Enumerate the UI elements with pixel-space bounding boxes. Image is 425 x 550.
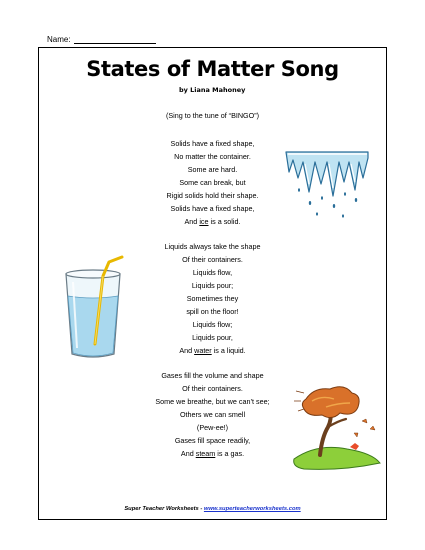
lyric-line: Liquids flow;	[192, 320, 233, 329]
lyric-line: Liquids pour,	[192, 333, 233, 342]
lyric-line: Of their containers.	[182, 384, 243, 393]
lyric-line: Liquids flow,	[192, 268, 233, 277]
keyword-water: water	[194, 346, 212, 355]
icicles-icon	[283, 148, 371, 224]
name-blank[interactable]	[74, 35, 156, 44]
lyric-line: spill on the floor!	[186, 307, 239, 316]
lyric-line: Liquids pour;	[191, 281, 234, 290]
lyric-line: Some we breathe, but we can’t see;	[155, 397, 270, 406]
lyric-line: Some can break, but	[179, 178, 246, 187]
lyric-line: Others we can smell	[179, 410, 246, 419]
page-title: States of Matter Song	[86, 57, 339, 81]
lyric-line: And ice is a solid.	[184, 217, 241, 226]
lyric-line: Gases fill the volume and shape	[161, 371, 264, 380]
lyric-line: And water is a liquid.	[179, 346, 246, 355]
lyric-line: Sometimes they	[186, 294, 239, 303]
lyric-line: Rigid solids hold their shape.	[166, 191, 259, 200]
footer-site-name: Super Teacher Worksheets	[124, 506, 199, 512]
lyric-line: Liquids always take the shape	[164, 242, 261, 251]
name-field[interactable]	[47, 35, 156, 44]
lyric-line: No matter the container.	[174, 152, 251, 161]
footer-url-link[interactable]: www.superteacherworksheets.com	[203, 506, 301, 512]
lyric-line: Some are hard.	[187, 165, 238, 174]
intro-line: (Sing to the tune of “BINGO”)	[165, 111, 260, 120]
lyric-line: Of their containers.	[182, 255, 243, 264]
windy-tree-icon	[292, 381, 382, 471]
lyric-line: Solids have a fixed shape,	[170, 139, 255, 148]
keyword-ice: ice	[199, 217, 209, 226]
water-glass-icon	[58, 252, 128, 362]
name-label: Name:	[47, 35, 71, 44]
lyric-line: Solids have a fixed shape,	[170, 204, 255, 213]
footer-credit: Super Teacher Worksheets - www.superteacherworksheets.com	[124, 506, 301, 512]
lyric-line: And steam is a gas.	[180, 449, 245, 458]
lyric-line: (Pew-ee!)	[196, 423, 229, 432]
author-byline: by Liana Mahoney	[179, 86, 246, 94]
keyword-steam: steam	[195, 449, 216, 458]
lyric-line: Gases fill space readily,	[174, 436, 251, 445]
